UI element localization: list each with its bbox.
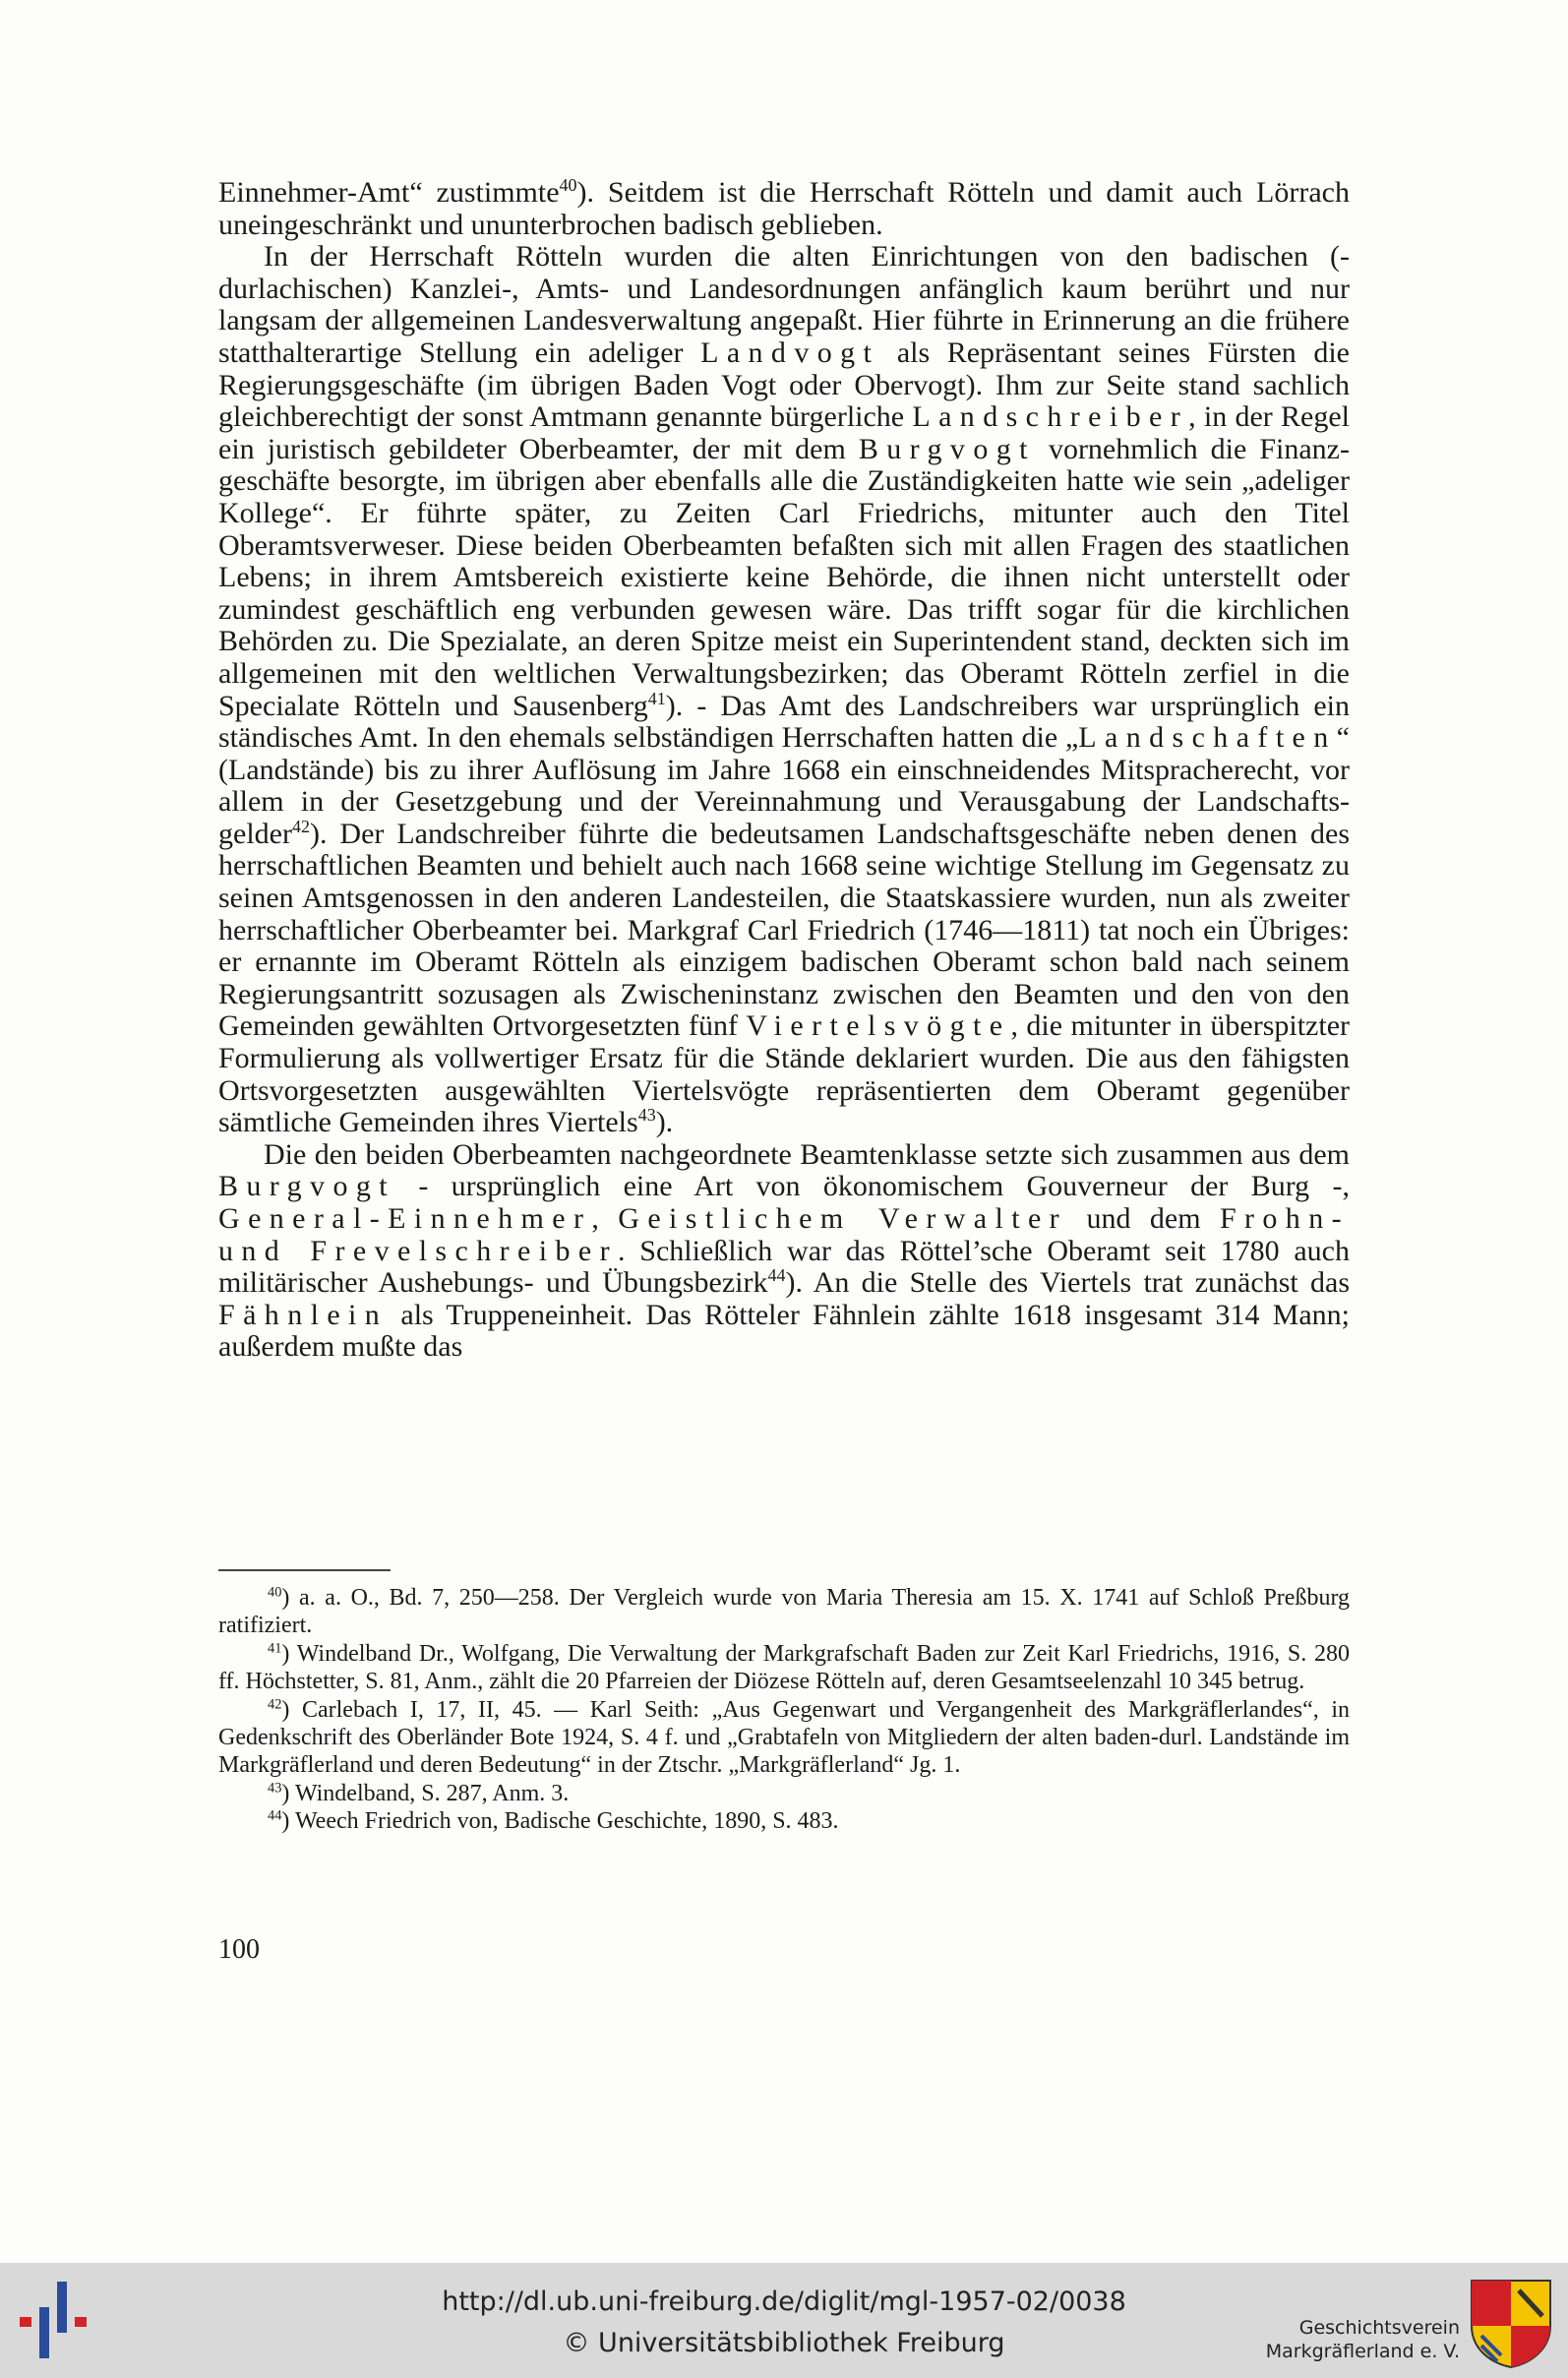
text-run: ). Der Landschreiber führte die bedeutsamen Landschaftsgeschäfte neben denen des herrschaftlichen Beamten und behielt auch nach 1668 seine wichtige Stellung im Gegensatz zu seinen Amtsgenossen in den anderen Landesteilen, die Staatskassiere wurden, nun als zweiter herrschaftlicher Oberbeamter bei. Markgraf Carl Friedrich (1746—1811) tat noch ein Übriges: er ernannte im Oberamt Rötteln als einzigem badischen Oberamt schon bald nach seinem Regierungsantritt sozusagen als Zwischeninstanz zwischen den Beamten und den von den Gemeinden gewählten Ortvorgesetzten fünf xyxy=(218,817,1350,1043)
footnote-ref: 41 xyxy=(647,688,666,708)
text-run: - ursprünglich eine Art von ökonomischem Gouverneur der Burg -, xyxy=(395,1170,1350,1203)
text-run: als Truppeneinheit. Das Rötteler Fähnlein zählte 1618 insgesamt 314 Mann; außerdem mußte das xyxy=(218,1298,1350,1364)
footer-bar xyxy=(0,2263,1568,2378)
paragraph-1 xyxy=(218,177,1350,241)
paragraph-2 xyxy=(218,241,1350,1139)
text-run: vornehmlich die Finanzgeschäfte besorgte, im übrigen aber ebenfalls alle die Zuständigkeiten hatte wie sein „adeliger Kollege“. Er führte später, zu Zeiten Carl Friedrichs, mitunter auch den Titel Oberamtsverweser. Diese beiden Oberbeamten befaßten sich mit allen Fragen des staatlichen Lebens; in ihrem Amtsbereich existierte keine Behörde, die ihnen nicht unterstellt oder zumindest geschäftlich eng verbunden gewesen wäre. Das trifft sogar für die kirchlichen Behörden zu. Die Spezialate, an deren Spitze meist ein Superintendent stand, deckten sich im allgemeinen mit den weltlichen Verwaltungsbezirken; das Oberamt Rötteln zerfiel in die Specialate Rötteln und Sausenberg xyxy=(218,432,1350,722)
footnote-number: 44 xyxy=(268,1807,282,1824)
page-number: 100 xyxy=(218,1934,260,1965)
spaced-term: Burgvogt xyxy=(858,432,1036,465)
footnote-text: ) Windelband Dr., Wolfgang, Die Verwaltung der Markgrafschaft Baden zur Zeit Karl Friedrichs, 1916, S. 280 ff. Höchstetter, S. 81, Anm., zählt die 20 Pfarreien der Diözese Rötteln auf, deren Gesamtseelenzahl 10 345 betrug. xyxy=(218,1640,1350,1695)
text-run: In der Herrschaft Rötteln wurden die alten Einrichtungen von den badischen (-durlachischen) Kanzlei-, Amts- und Landesordnungen anfänglich kaum berührt und nur langsam der allgemeinen Landesverwaltung angepaßt. Hier führte in Erinnerung an die frühere statthalterartige Stellung ein adeliger xyxy=(218,240,1350,369)
footnote-ref: 44 xyxy=(767,1265,786,1286)
text-run: als Repräsentant seines Fürsten die Regierungsgeschäfte (im übrigen Baden Vogt oder Obervogt). Ihm zur Seite stand sachlich gleichberechtigt der sonst Amtmann genannte bürgerliche xyxy=(218,335,1350,434)
spaced-term: Fähnlein xyxy=(218,1298,389,1331)
society-name xyxy=(1263,2316,1460,2363)
footnote-40 xyxy=(218,1584,1350,1640)
footnote-text: ) a. a. O., Bd. 7, 250—258. Der Vergleich wurde von Maria Theresia am 15. X. 1741 auf Schloß Preßburg ratifiziert. xyxy=(218,1585,1350,1639)
society-line-1: Geschichtsverein xyxy=(1298,2317,1460,2339)
footnote-number: 43 xyxy=(268,1780,282,1797)
text-run: und dem xyxy=(1067,1202,1220,1235)
paragraph-3 xyxy=(218,1139,1350,1364)
spaced-term: Landschreiber xyxy=(912,400,1189,434)
footnote-ref: 40 xyxy=(559,175,577,196)
spaced-term: Viertelsvögte xyxy=(746,1009,1011,1043)
footnotes xyxy=(218,1584,1350,1836)
footnote-42 xyxy=(218,1696,1350,1780)
text-run: ). - Das Amt des Landschreibers war ursprünglich ein ständisches Amt. In den ehemals selbständigen Herrschaften hatten die „ xyxy=(218,689,1350,755)
footnote-number: 42 xyxy=(268,1696,282,1712)
footer-copyright: © Universitätsbibliothek Freiburg xyxy=(563,2328,1005,2358)
spaced-term: Geistlichem Verwalter xyxy=(618,1202,1068,1235)
footnote-text: ) Windelband, S. 287, Anm. 3. xyxy=(281,1780,570,1806)
text-run: “ (Landstände) bis zu ihrer Auflösung im Jahre 1668 ein einschneidendes Mitspracherecht, vor allem in der Gesetzgebung und der Vereinnahmung und Verausgabung der Landschaftsgelder xyxy=(218,721,1350,850)
footnote-number: 41 xyxy=(268,1640,282,1657)
spaced-term: Burgvogt xyxy=(218,1170,395,1203)
coat-of-arms-icon xyxy=(1468,2277,1554,2369)
spaced-term: Landschaften xyxy=(1078,721,1337,755)
text-run: . Schließlich war das Röttel’sche Oberamt seit 1780 auch militärischer Aushebungs- und Übungsbezirk xyxy=(218,1234,1350,1300)
footnote-ref: 42 xyxy=(291,817,310,837)
text-run: ). xyxy=(655,1106,674,1139)
text-run: , in der Regel ein juristisch gebildeter Oberbeamter, der mit dem xyxy=(218,400,1350,465)
text-run: ). Seitdem ist die Herrschaft Rötteln und damit auch Lörrach uneingeschränkt und ununterbrochen badisch geblieben. xyxy=(218,176,1350,241)
text-run: ). An die Stelle des Viertels trat zunächst das xyxy=(785,1266,1350,1300)
footnote-ref: 43 xyxy=(637,1105,656,1126)
footnote-separator xyxy=(218,1569,391,1571)
footnote-43 xyxy=(218,1780,1350,1807)
spaced-term: General-Einnehmer xyxy=(218,1202,592,1235)
text-run: , die mitunter in überspitzter Formulierung als vollwertiger Ersatz für die Stände deklariert wurden. Die aus den fähigsten Ortsvorgesetzten ausgewählten Viertelsvögte repräsentierten dem Oberamt gegenüber sämtliche Gemeinden ihres Viertels xyxy=(218,1009,1350,1139)
text-run: , xyxy=(591,1202,619,1235)
society-line-2: Markgräflerland e. V. xyxy=(1265,2341,1460,2362)
footnote-number: 40 xyxy=(268,1584,282,1601)
text-run: Einnehmer-Amt“ zustimmte xyxy=(218,176,560,209)
footnote-44 xyxy=(218,1807,1350,1835)
spaced-term: Frohn- und Frevelschreiber xyxy=(218,1202,1351,1267)
footnote-text: ) Carlebach I, 17, II, 45. — Karl Seith: „Aus Gegenwart und Vergangenheit des Markgräflerlandes“, in Gedenkschrift des Oberländer Bote 1924, S. 4 f. und „Grabtafeln von Mitgliedern der alten baden-durl. Landstände im Markgräflerland und deren Bedeutung“ in der Ztschr. „Markgräflerland“ Jg. 1. xyxy=(218,1696,1350,1779)
footnote-41 xyxy=(218,1640,1350,1696)
footnote-text: ) Weech Friedrich von, Badische Geschichte, 1890, S. 483. xyxy=(281,1808,839,1835)
text-run: Die den beiden Oberbeamten nachgeordnete Beamtenklasse setzte sich zusammen aus dem xyxy=(264,1137,1350,1171)
body-text xyxy=(218,177,1350,1364)
footer-url-link[interactable]: http://dl.ub.uni-freiburg.de/diglit/mgl-1957-02/0038 xyxy=(442,2287,1126,2317)
spaced-term: Landvogt xyxy=(700,335,880,369)
